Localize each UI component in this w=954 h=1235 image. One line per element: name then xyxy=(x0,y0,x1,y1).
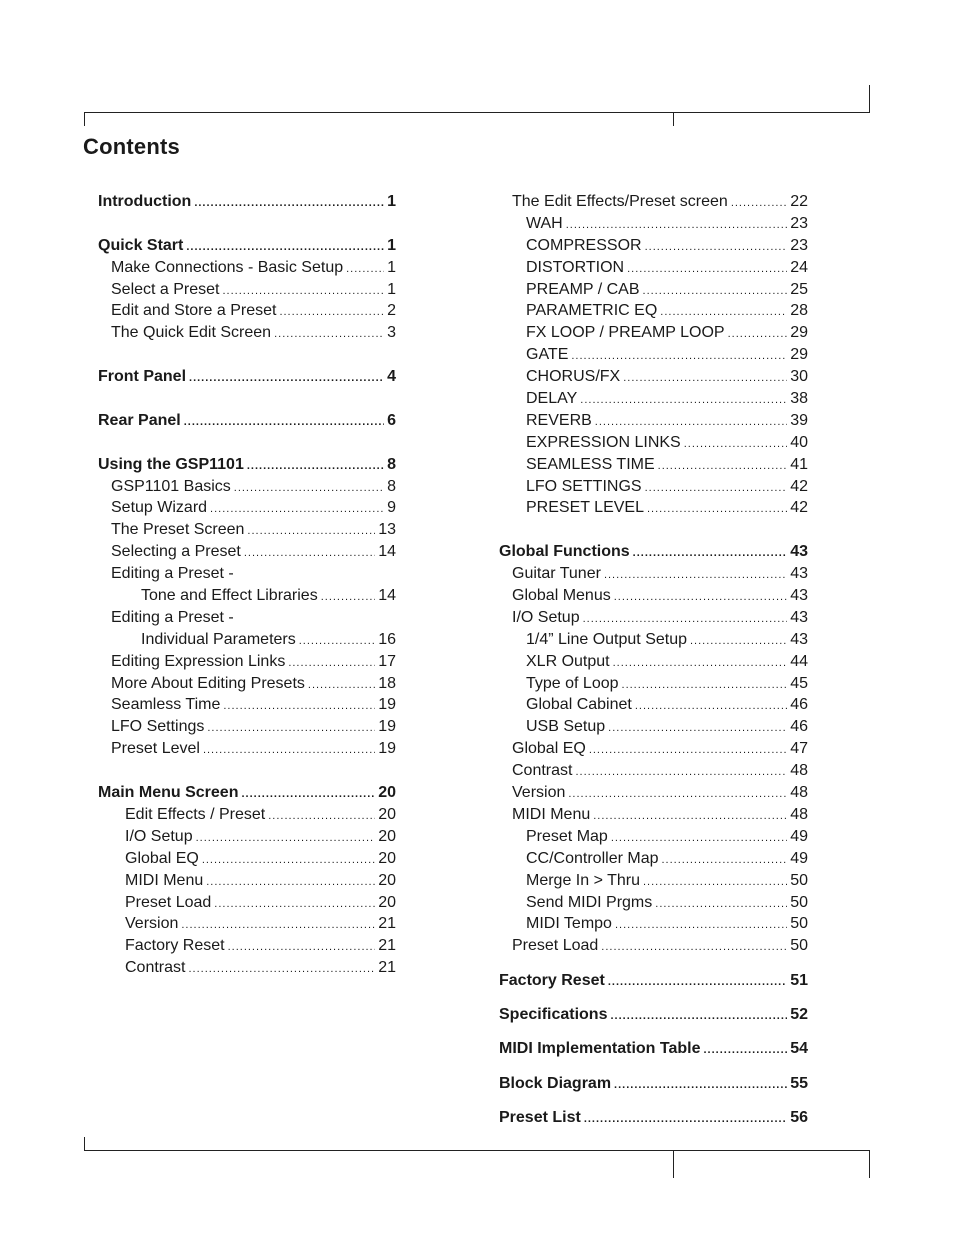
toc-entry-reverb[interactable] xyxy=(499,410,808,432)
toc-entry-version[interactable] xyxy=(499,782,808,804)
dot-leader xyxy=(660,302,787,324)
toc-entry-title: More About Editing Presets xyxy=(111,674,305,692)
toc-entry-lfo-settings[interactable] xyxy=(499,476,808,498)
dot-leader xyxy=(575,762,787,784)
toc-entry-quick-start[interactable] xyxy=(98,235,396,257)
toc-entry-title: LFO Settings xyxy=(111,718,205,736)
toc-page-number: 25 xyxy=(790,280,808,298)
dot-leader xyxy=(308,675,375,697)
toc-page-number: 50 xyxy=(790,893,808,911)
dot-leader xyxy=(613,653,788,675)
dot-leader xyxy=(568,784,787,806)
toc-page-number: 23 xyxy=(790,236,808,254)
dot-leader xyxy=(203,740,375,762)
toc-page-number: 17 xyxy=(378,652,396,670)
dot-leader xyxy=(207,718,375,740)
bottom-left-tick xyxy=(84,1137,85,1151)
toc-entry-preset-load[interactable] xyxy=(98,892,396,914)
toc-entry-factory-reset[interactable] xyxy=(499,970,808,992)
toc-page-number: 1 xyxy=(387,258,396,276)
toc-entry-title: MIDI Implementation Table xyxy=(499,1040,701,1058)
dot-leader xyxy=(247,521,375,543)
toc-entry-global-functions[interactable] xyxy=(499,541,808,563)
toc-page-number: 46 xyxy=(790,718,808,736)
toc-entry-distortion[interactable] xyxy=(499,257,808,279)
toc-entry-xlr-output[interactable] xyxy=(499,651,808,673)
toc-page-number: 29 xyxy=(790,324,808,342)
toc-page-number: 45 xyxy=(790,674,808,692)
toc-entry-parametric-eq[interactable] xyxy=(499,300,808,322)
dot-leader xyxy=(580,390,787,412)
dot-leader xyxy=(584,1109,787,1131)
dot-leader xyxy=(611,828,787,850)
page-title: Contents xyxy=(83,134,180,159)
toc-entry-title: Edit and Store a Preset xyxy=(111,302,277,320)
toc-entry-main-menu-screen[interactable] xyxy=(98,782,396,804)
toc-entry-merge-in-thru[interactable] xyxy=(499,870,808,892)
dot-leader xyxy=(274,324,384,346)
toc-page-number: 18 xyxy=(378,674,396,692)
toc-page-number: 47 xyxy=(790,740,808,758)
toc-entry-title: Select a Preset xyxy=(111,280,220,298)
toc-page-number: 52 xyxy=(790,1006,808,1024)
toc-entry-title: PREAMP / CAB xyxy=(526,280,640,298)
toc-page-number: 38 xyxy=(790,390,808,408)
dot-leader xyxy=(571,346,787,368)
toc-entry-version[interactable] xyxy=(98,913,396,935)
toc-entry-title: GSP1101 Basics xyxy=(111,477,231,495)
toc-entry-preset-level[interactable] xyxy=(98,738,396,760)
dot-leader xyxy=(731,193,787,215)
toc-entry-preset-level[interactable] xyxy=(499,497,808,519)
dot-leader xyxy=(610,1006,787,1028)
toc-entry-the-edit-effects-preset-screen[interactable] xyxy=(499,191,808,213)
toc-entry-title: Global Menus xyxy=(512,587,611,605)
toc-entry-delay[interactable] xyxy=(499,388,808,410)
toc-entry-contrast[interactable] xyxy=(98,957,396,979)
dot-leader xyxy=(189,368,384,390)
toc-entry-midi-menu[interactable] xyxy=(98,870,396,892)
dot-leader xyxy=(583,609,788,631)
toc-page-number: 48 xyxy=(790,784,808,802)
bottom-rule xyxy=(84,1150,870,1151)
toc-entry-editing-a-preset[interactable] xyxy=(98,607,396,629)
toc-page-number: 48 xyxy=(790,762,808,780)
toc-page-number: 8 xyxy=(387,455,396,473)
toc-entry-rear-panel[interactable] xyxy=(98,410,396,432)
toc-page-number: 55 xyxy=(790,1074,808,1092)
dot-leader xyxy=(635,696,787,718)
toc-page-number: 22 xyxy=(790,193,808,210)
toc-entry-seamless-time[interactable] xyxy=(499,454,808,476)
toc-entry-send-midi-prgms[interactable] xyxy=(499,892,808,914)
toc-entry-block-diagram[interactable] xyxy=(499,1073,808,1095)
toc-page-number: 19 xyxy=(378,696,396,714)
toc-entry-tone-and-effect-libraries[interactable] xyxy=(98,585,396,607)
toc-entry-title: Global EQ xyxy=(125,849,199,867)
toc-entry-title: Seamless Time xyxy=(111,696,221,714)
dot-leader xyxy=(288,653,375,675)
toc-page-number: 9 xyxy=(387,499,396,517)
toc-entry-i-o-setup[interactable] xyxy=(98,826,396,848)
toc-page-number: 1 xyxy=(387,280,396,298)
dot-leader xyxy=(643,281,788,303)
toc-page-number: 51 xyxy=(790,971,808,989)
dot-leader xyxy=(244,543,375,565)
toc-entry-title: Global EQ xyxy=(512,740,586,758)
toc-entry-preset-list[interactable] xyxy=(499,1107,808,1129)
toc-entry-title: Send MIDI Prgms xyxy=(526,893,653,911)
toc-entry-title: Rear Panel xyxy=(98,411,181,429)
toc-entry-title: Setup Wizard xyxy=(111,499,208,517)
toc-entry-title: Tone and Effect Libraries xyxy=(141,587,318,605)
toc-entry-title: Make Connections - Basic Setup xyxy=(111,258,344,276)
toc-entry-title: MIDI Menu xyxy=(125,871,204,889)
toc-entry-title: PRESET LEVEL xyxy=(526,499,644,517)
toc-entry-midi-implementation-table[interactable] xyxy=(499,1038,808,1060)
dot-leader xyxy=(194,193,384,215)
top-right-tick xyxy=(869,85,870,113)
toc-page-number: 43 xyxy=(790,543,808,561)
toc-page-number: 20 xyxy=(378,893,396,911)
dot-leader xyxy=(615,915,787,937)
toc-entry-the-quick-edit-screen[interactable] xyxy=(98,322,396,344)
toc-entry-title: Factory Reset xyxy=(125,937,225,955)
dot-leader xyxy=(684,434,787,456)
toc-entry-title: The Preset Screen xyxy=(111,521,245,539)
toc-entry-guitar-tuner[interactable] xyxy=(499,563,808,585)
toc-entry-title: FX LOOP / PREAMP LOOP xyxy=(526,324,725,342)
toc-page-number: 14 xyxy=(378,587,396,605)
toc-page-number: 43 xyxy=(790,630,808,648)
toc-entry-title: 1/4” Line Output Setup xyxy=(526,630,687,648)
dot-leader xyxy=(601,937,787,959)
toc-page-number: 43 xyxy=(790,565,808,583)
toc-page-number: 39 xyxy=(790,411,808,429)
toc-entry-title: Contrast xyxy=(512,762,573,780)
dot-leader xyxy=(608,972,787,994)
dot-leader xyxy=(188,959,375,981)
toc-entry-more-about-editing-presets[interactable] xyxy=(98,673,396,695)
dot-leader xyxy=(704,1040,788,1062)
toc-entry-title: Global Functions xyxy=(499,543,630,561)
toc-page-number: 54 xyxy=(790,1040,808,1058)
dot-leader xyxy=(228,937,376,959)
toc-entry-title: Preset List xyxy=(499,1109,581,1127)
toc-entry-title: GATE xyxy=(526,346,569,364)
toc-page-number: 50 xyxy=(790,871,808,889)
toc-entry-title: Editing a Preset - xyxy=(111,565,234,583)
toc-entry-gate[interactable] xyxy=(499,344,808,366)
toc-page-number: 40 xyxy=(790,433,808,451)
dot-leader xyxy=(647,499,787,521)
toc-page-number: 3 xyxy=(387,324,396,342)
toc-entry-type-of-loop[interactable] xyxy=(499,673,808,695)
toc-entry-fx-loop-preamp-loop[interactable] xyxy=(499,322,808,344)
toc-page-number: 42 xyxy=(790,477,808,495)
bottom-mid-tick xyxy=(673,1150,674,1178)
dot-leader xyxy=(279,302,384,324)
toc-entry-title: Merge In > Thru xyxy=(526,871,640,889)
dot-leader xyxy=(321,587,376,609)
dot-leader xyxy=(234,478,384,500)
toc-entry-title: Preset Map xyxy=(526,827,608,845)
toc-entry-specifications[interactable] xyxy=(499,1004,808,1026)
toc-entry-lfo-settings[interactable] xyxy=(98,716,396,738)
toc-entry-seamless-time[interactable] xyxy=(98,694,396,716)
toc-entry-title: REVERB xyxy=(526,411,592,429)
toc-entry-title: Using the GSP1101 xyxy=(98,455,244,473)
toc-entry-title: Editing a Preset - xyxy=(111,608,234,626)
toc-entry-title: Individual Parameters xyxy=(141,630,296,648)
toc-entry-title: PARAMETRIC EQ xyxy=(526,302,658,320)
toc-entry-global-eq[interactable] xyxy=(499,738,808,760)
toc-page-number: 49 xyxy=(790,827,808,845)
toc-entry-make-connections-basic-setup[interactable] xyxy=(98,257,396,279)
toc-page-number: 46 xyxy=(790,696,808,714)
dot-leader xyxy=(604,565,787,587)
toc-page-number: 50 xyxy=(790,915,808,933)
dot-leader xyxy=(223,696,375,718)
dot-leader xyxy=(633,543,788,565)
toc-entry-title: Guitar Tuner xyxy=(512,565,601,583)
toc-entry-setup-wizard[interactable] xyxy=(98,497,396,519)
toc-page-number: 1 xyxy=(387,193,396,210)
toc-entry-preset-map[interactable] xyxy=(499,826,808,848)
toc-page-number: 21 xyxy=(378,915,396,933)
toc-page-number: 50 xyxy=(790,937,808,955)
toc-page-number: 23 xyxy=(790,214,808,232)
dot-leader xyxy=(186,237,384,259)
toc-entry-i-o-setup[interactable] xyxy=(499,607,808,629)
dot-leader xyxy=(241,784,375,806)
toc-page-number: 41 xyxy=(790,455,808,473)
toc-left-column xyxy=(98,191,396,979)
dot-leader xyxy=(614,587,787,609)
toc-entry-gsp1101-basics[interactable] xyxy=(98,476,396,498)
toc-page-number: 16 xyxy=(378,630,396,648)
dot-leader xyxy=(214,894,375,916)
toc-entry-global-eq[interactable] xyxy=(98,848,396,870)
dot-leader xyxy=(645,478,788,500)
toc-page-number: 42 xyxy=(790,499,808,517)
toc-page-number: 13 xyxy=(378,521,396,539)
dot-leader xyxy=(196,828,376,850)
toc-entry-title: Preset Load xyxy=(512,937,599,955)
toc-page-number: 24 xyxy=(790,258,808,276)
toc-page-number: 20 xyxy=(378,849,396,867)
toc-page-number: 49 xyxy=(790,849,808,867)
section-spacer xyxy=(98,388,396,410)
dot-leader xyxy=(247,456,384,478)
toc-page-number: 20 xyxy=(378,827,396,845)
dot-leader xyxy=(728,324,788,346)
dot-leader xyxy=(643,872,787,894)
toc-entry-title: XLR Output xyxy=(526,652,610,670)
toc-entry-title: Front Panel xyxy=(98,368,187,386)
toc-entry-edit-and-store-a-preset[interactable] xyxy=(98,300,396,322)
toc-entry-title: Global Cabinet xyxy=(526,696,632,714)
toc-entry-title: The Edit Effects/Preset screen xyxy=(512,193,728,210)
toc-entry-title: CC/Controller Map xyxy=(526,849,659,867)
toc-entry-the-preset-screen[interactable] xyxy=(98,519,396,541)
toc-page-number: 21 xyxy=(378,959,396,977)
toc-entry-title: Version xyxy=(125,915,179,933)
toc-page-number: 19 xyxy=(378,740,396,758)
dot-leader xyxy=(655,894,787,916)
toc-page-number: 21 xyxy=(378,937,396,955)
dot-leader xyxy=(658,456,788,478)
section-spacer xyxy=(499,519,808,541)
bottom-right-tick xyxy=(869,1150,870,1178)
toc-entry-title: Type of Loop xyxy=(526,674,619,692)
toc-entry-title: Edit Effects / Preset xyxy=(125,805,266,823)
toc-entry-using-the-gsp1101[interactable] xyxy=(98,454,396,476)
dot-leader xyxy=(566,215,787,237)
toc-entry-selecting-a-preset[interactable] xyxy=(98,541,396,563)
dot-leader xyxy=(645,237,788,259)
toc-entry-midi-tempo[interactable] xyxy=(499,913,808,935)
toc-page-number: 4 xyxy=(387,368,396,386)
toc-page-number: 2 xyxy=(387,302,396,320)
toc-entry-factory-reset[interactable] xyxy=(98,935,396,957)
toc-page-number: 28 xyxy=(790,302,808,320)
dot-leader xyxy=(622,675,788,697)
toc-entry-preamp-cab[interactable] xyxy=(499,279,808,301)
toc-entry-title: Factory Reset xyxy=(499,971,605,989)
toc-entry-title: Editing Expression Links xyxy=(111,652,286,670)
toc-entry-title: I/O Setup xyxy=(512,608,580,626)
toc-entry-title: The Quick Edit Screen xyxy=(111,324,272,342)
toc-page-number: 20 xyxy=(378,871,396,889)
dot-leader xyxy=(268,806,375,828)
dot-leader xyxy=(595,412,787,434)
toc-entry-introduction[interactable] xyxy=(98,191,396,213)
toc-page-number: 43 xyxy=(790,608,808,626)
dot-leader xyxy=(661,850,787,872)
toc-page-number: 19 xyxy=(378,718,396,736)
toc-page-number: 8 xyxy=(387,477,396,495)
dot-leader xyxy=(623,368,787,390)
dot-leader xyxy=(223,281,385,303)
toc-entry-title: Introduction xyxy=(98,193,192,210)
toc-entry-chorus-fx[interactable] xyxy=(499,366,808,388)
top-mid-tick xyxy=(673,112,674,126)
toc-page-number: 20 xyxy=(378,805,396,823)
toc-entry-expression-links[interactable] xyxy=(499,432,808,454)
toc-entry-title: Preset Level xyxy=(111,740,200,758)
toc-entry-front-panel[interactable] xyxy=(98,366,396,388)
toc-entry-title: Block Diagram xyxy=(499,1074,612,1092)
toc-page-number: 56 xyxy=(790,1109,808,1127)
toc-entry-preset-load[interactable] xyxy=(499,935,808,957)
toc-page-number: 6 xyxy=(387,411,396,429)
toc-entry-edit-effects-preset[interactable] xyxy=(98,804,396,826)
toc-entry-title: EXPRESSION LINKS xyxy=(526,433,681,451)
toc-entry-usb-setup[interactable] xyxy=(499,716,808,738)
toc-right-column xyxy=(499,191,808,1129)
dot-leader xyxy=(593,806,787,828)
section-spacer xyxy=(98,213,396,235)
toc-entry-title: LFO SETTINGS xyxy=(526,477,642,495)
dot-leader xyxy=(346,259,384,281)
dot-leader xyxy=(589,740,787,762)
toc-entry-title: DELAY xyxy=(526,390,578,408)
toc-page-number: 43 xyxy=(790,587,808,605)
toc-entry-title: Preset Load xyxy=(125,893,212,911)
toc-entry-compressor[interactable] xyxy=(499,235,808,257)
toc-entry-global-menus[interactable] xyxy=(499,585,808,607)
toc-entry-title: I/O Setup xyxy=(125,827,193,845)
toc-page-number: 29 xyxy=(790,346,808,364)
dot-leader xyxy=(184,412,384,434)
toc-entry-contrast[interactable] xyxy=(499,760,808,782)
toc-entry-wah[interactable] xyxy=(499,213,808,235)
toc-entry-title: COMPRESSOR xyxy=(526,236,642,254)
dot-leader xyxy=(690,631,787,653)
top-left-tick xyxy=(84,112,85,126)
toc-entry-editing-a-preset[interactable] xyxy=(98,563,396,585)
toc-entry-title: DISTORTION xyxy=(526,258,625,276)
toc-entry-title: Specifications xyxy=(499,1006,608,1024)
section-spacer xyxy=(98,432,396,454)
dot-leader xyxy=(299,631,375,653)
toc-entry-midi-menu[interactable] xyxy=(499,804,808,826)
dot-leader xyxy=(614,1075,787,1097)
toc-entry-title: USB Setup xyxy=(526,718,606,736)
toc-page-number: 30 xyxy=(790,368,808,386)
toc-entry-title: MIDI Tempo xyxy=(526,915,612,933)
section-spacer xyxy=(98,760,396,782)
toc-page-number: 14 xyxy=(378,543,396,561)
top-rule xyxy=(84,112,870,113)
toc-entry-cc-controller-map[interactable] xyxy=(499,848,808,870)
toc-entry-individual-parameters[interactable] xyxy=(98,629,396,651)
dot-leader xyxy=(181,915,375,937)
toc-entry-title: Contrast xyxy=(125,959,186,977)
toc-entry-title: Selecting a Preset xyxy=(111,543,241,561)
section-spacer xyxy=(98,344,396,366)
toc-page-number: 44 xyxy=(790,652,808,670)
toc-entry-editing-expression-links[interactable] xyxy=(98,651,396,673)
toc-entry-title: SEAMLESS TIME xyxy=(526,455,655,473)
toc-entry-global-cabinet[interactable] xyxy=(499,694,808,716)
toc-page-number: 1 xyxy=(387,236,396,254)
toc-entry-title: WAH xyxy=(526,214,563,232)
toc-entry-title: CHORUS/FX xyxy=(526,368,621,386)
toc-page-number: 20 xyxy=(378,784,396,802)
dot-leader xyxy=(210,499,384,521)
toc-entry-1-4-line-output-setup[interactable] xyxy=(499,629,808,651)
dot-leader xyxy=(627,259,787,281)
toc-page-number: 48 xyxy=(790,805,808,823)
dot-leader xyxy=(202,850,375,872)
dot-leader xyxy=(206,872,375,894)
toc-entry-title: Quick Start xyxy=(98,236,184,254)
toc-entry-title: MIDI Menu xyxy=(512,805,591,823)
toc-entry-title: Main Menu Screen xyxy=(98,784,239,802)
toc-entry-select-a-preset[interactable] xyxy=(98,279,396,301)
dot-leader xyxy=(608,718,787,740)
toc-entry-title: Version xyxy=(512,784,566,802)
